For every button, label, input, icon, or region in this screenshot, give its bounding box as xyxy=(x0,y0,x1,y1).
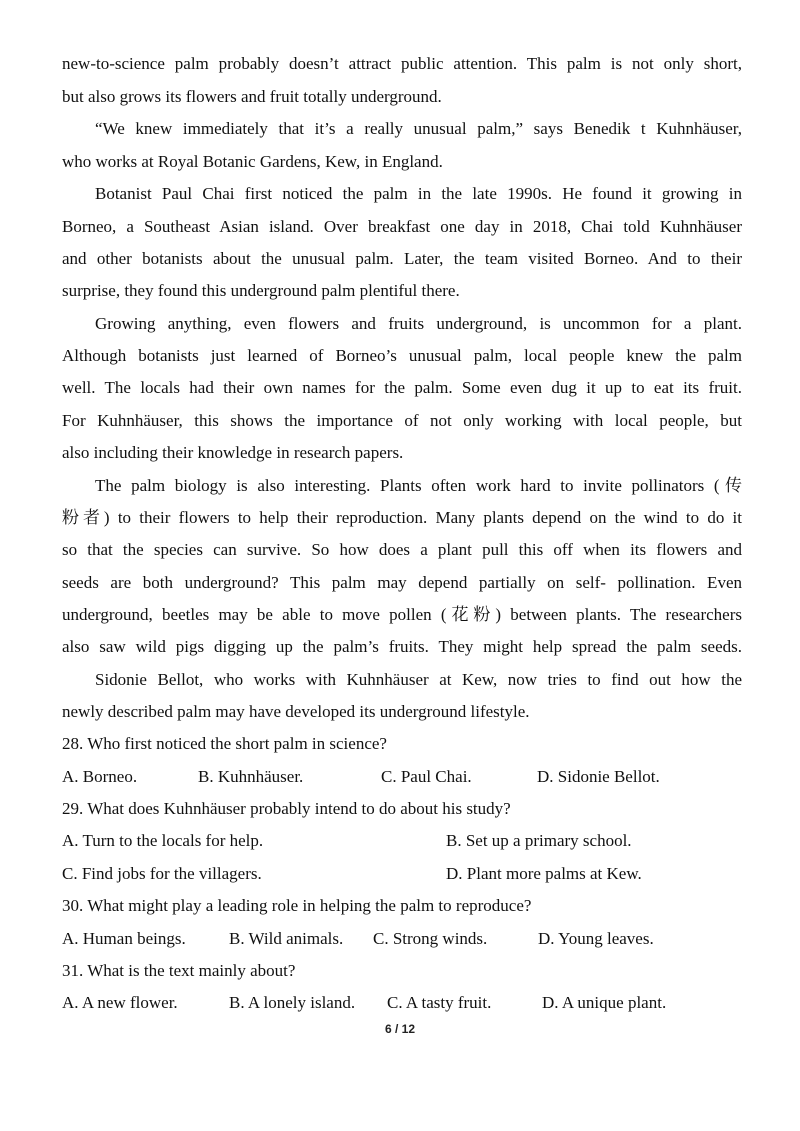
passage-line: well. The locals had their own names for the palm. Some even dug it up to eat its fruit. xyxy=(62,378,742,397)
option-c: C. Paul Chai. xyxy=(381,767,472,786)
passage-line: Botanist Paul Chai first noticed the palm in the late 1990s. He found it growing in xyxy=(95,184,742,203)
passage-line: also including their knowledge in research papers. xyxy=(62,443,404,462)
option-c: C. Strong winds. xyxy=(373,929,488,948)
option-a: A. A new flower. xyxy=(62,993,178,1012)
option-a: A. Borneo. xyxy=(62,767,138,786)
option-a: A. Human beings. xyxy=(62,929,186,948)
passage-line: so that the species can survive. So how does a plant pull this off when its flowers and xyxy=(62,540,742,559)
passage-line: newly described palm may have developed its underground lifestyle. xyxy=(62,702,530,721)
question-stem: 31. What is the text mainly about? xyxy=(62,961,296,980)
option-a: A. Turn to the locals for help. xyxy=(62,831,264,850)
passage-line: surprise, they found this underground palm plentiful there. xyxy=(62,281,460,300)
passage-line: underground, beetles may be able to move pollen (花粉) between plants. The researchers xyxy=(62,605,742,624)
option-b: B. Kuhnhäuser. xyxy=(198,767,304,786)
question-stem: 28. Who first noticed the short palm in science? xyxy=(62,734,387,753)
passage-line: “We knew immediately that it’s a really unusual palm,” says Benedik t Kuhnhäuser, xyxy=(95,119,742,138)
passage-line: also saw wild pigs digging up the palm’s fruits. They might help spread the palm seeds. xyxy=(62,637,742,656)
question-stem: 29. What does Kuhnhäuser probably intend to do about his study? xyxy=(62,799,511,818)
option-d: D. Sidonie Bellot. xyxy=(537,767,660,786)
page-number: 6 / 12 xyxy=(384,1022,416,1036)
option-d: D. Plant more palms at Kew. xyxy=(446,864,642,883)
passage-line: Sidonie Bellot, who works with Kuhnhäuser at Kew, now tries to find out how the xyxy=(95,670,742,689)
option-b: B. Wild animals. xyxy=(229,929,344,948)
passage-line: seeds are both underground? This palm may depend partially on self- pollination. Even xyxy=(62,573,742,592)
question-stem: 30. What might play a leading role in helping the palm to reproduce? xyxy=(62,896,532,915)
passage-line: 粉者) to their flowers to help their reproduction. Many plants depend on the wind to do it xyxy=(62,508,742,527)
passage-line: but also grows its flowers and fruit totally underground. xyxy=(62,87,442,106)
passage-line: For Kuhnhäuser, this shows the importance of not only working with local people, but xyxy=(62,411,742,430)
passage-line: who works at Royal Botanic Gardens, Kew, in England. xyxy=(62,152,443,171)
passage-line: Borneo, a Southeast Asian island. Over breakfast one day in 2018, Chai told Kuhnhäuser xyxy=(62,217,742,236)
option-d: D. A unique plant. xyxy=(542,993,667,1012)
option-b: B. Set up a primary school. xyxy=(446,831,632,850)
passage-line: Although botanists just learned of Borneo’s unusual palm, local people knew the palm xyxy=(62,346,742,365)
passage-line: new-to-science palm probably doesn’t attract public attention. This palm is not only short, xyxy=(62,54,742,73)
option-c: C. A tasty fruit. xyxy=(387,993,492,1012)
passage-line: Growing anything, even flowers and fruits underground, is uncommon for a plant. xyxy=(95,314,742,333)
passage-line: The palm biology is also interesting. Plants often work hard to invite pollinators (传 xyxy=(95,476,742,495)
option-b: B. A lonely island. xyxy=(229,993,356,1012)
option-c: C. Find jobs for the villagers. xyxy=(62,864,262,883)
option-d: D. Young leaves. xyxy=(538,929,654,948)
passage-line: and other botanists about the unusual palm. Later, the team visited Borneo. And to their xyxy=(62,249,742,268)
